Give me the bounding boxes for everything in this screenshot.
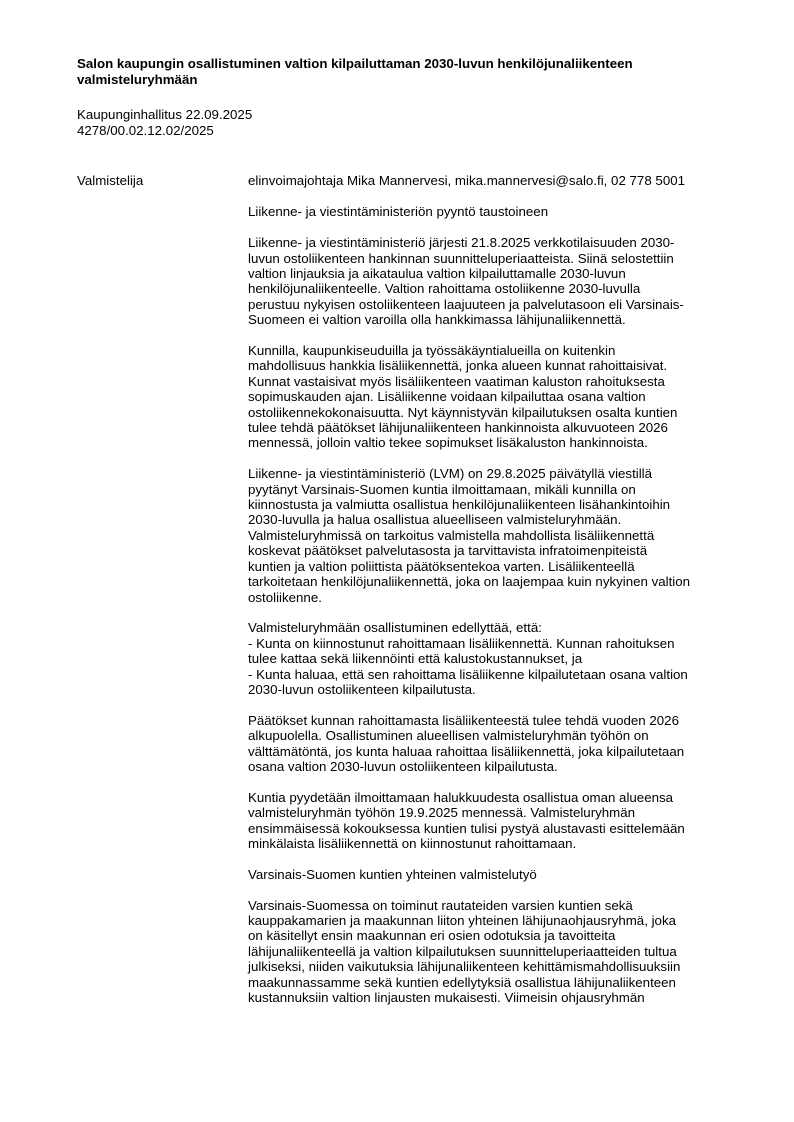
text-line: mahdollisuus hankkia lisäliikennettä, jonka alueen kunnat rahoittaisivat. <box>248 358 668 374</box>
text-line: osana valtion 2030-luvun ostoliikenteen kilpailutusta. <box>248 758 558 774</box>
text-line: 2030-luvun ostoliikenteen kilpailutusta. <box>248 681 476 697</box>
text-line: 2030-luvulla ja halua osallistua alueelliseen valmisteluryhmään. <box>248 512 622 528</box>
text-line: lähijunaliikenteellä ja valtion kilpailutuksen suunnitteluperiaatteiden tultua <box>248 943 677 959</box>
text-line: perustuu nykyisen ostoliikenteen laajuuteen ja palvelutasoon eli Varsinais- <box>248 296 684 312</box>
text-line: kuntien ja valtion poliittista päätöksentekoa varten. Lisäliikenteellä <box>248 558 635 574</box>
record-number: 4278/00.02.12.02/2025 <box>77 123 214 138</box>
text-line: kauppakamarien ja maakunnan liiton yhteinen lähijunaohjausryhmä, joka <box>248 912 676 928</box>
body-paragraph <box>248 620 740 697</box>
text-line: valtion linjauksia ja aikataulua valtion kilpailuttamalle 2030-luvun <box>248 266 626 282</box>
body-paragraph <box>248 343 740 451</box>
text-line: Kuntia pyydetään ilmoittamaan halukkuudesta osallistua oman alueensa <box>248 789 674 805</box>
body-paragraph <box>248 235 740 327</box>
document-body <box>248 173 740 1021</box>
text-line: välttämätöntä, jos kunta haluaa rahoittaa lisäliikennettä, joka kilpailutetaan <box>248 743 685 759</box>
text-line: ensimmäisessä kokouksessa kuntien tulisi pystyä alustavasti esittelemään <box>248 820 685 836</box>
text-line: Varsinais-Suomessa on toiminut rautateiden varsien kuntien sekä <box>248 897 633 913</box>
text-line: kiinnostusta ja valmiutta osallistua henkilöjunaliikenteen lisähankintoihin <box>248 497 671 513</box>
section-heading: Varsinais-Suomen kuntien yhteinen valmistelutyö <box>248 866 537 882</box>
text-line: tarkoitetaan henkilöjunaliikennettä, joka on laajempaa kuin nykyinen valtion <box>248 574 691 590</box>
text-line: ostoliikennekokonaisuutta. Nyt käynnistyvän kilpailutuksen osalta kuntien <box>248 404 678 420</box>
text-line: valmisteluryhmän työhön 19.9.2025 mennessä. Valmisteluryhmän <box>248 805 636 821</box>
text-line: pyytänyt Varsinais-Suomen kuntia ilmoittamaan, mikäli kunnilla on <box>248 481 636 497</box>
text-line: on käsitellyt ensin maakunnan eri osien odotuksia ja tavoitteita <box>248 928 616 944</box>
body-paragraph <box>248 713 740 775</box>
text-line: Suomeen ei valtion varoilla olla hankkimassa lähijunaliikennettä. <box>248 312 626 328</box>
text-line: minkälaista lisäliikennettä on kiinnostunut rahoittamaan. <box>248 835 577 851</box>
text-line: mennessä, jolloin valtio tekee sopimukset lisäkaluston hankinnoista. <box>248 435 648 451</box>
text-line: sopimuskauden ajan. Lisäliikenne voidaan kilpailuttaa osana valtion <box>248 389 646 405</box>
text-line: tulee kattaa sekä liikennöinti että kalustokustannukset, ja <box>248 651 583 667</box>
text-line: - Kunta on kiinnostunut rahoittamaan lisäliikennettä. Kunnan rahoituksen <box>248 635 675 651</box>
document-meta <box>77 107 477 139</box>
preparer-value: elinvoimajohtaja Mika Mannervesi, mika.mannervesi@salo.fi, 02 778 5001 <box>248 173 685 188</box>
text-line: Kunnilla, kaupunkiseuduilla ja työssäkäyntialueilla on kuitenkin <box>248 343 616 359</box>
body-paragraph <box>248 898 740 1006</box>
text-line: koskevat päätökset palvelutasosta ja tarvittavista infratoimenpiteistä <box>248 543 648 559</box>
document-title: Salon kaupungin osallistuminen valtion kilpailuttaman 2030-luvun henkilöjunaliikenteen valmisteluryhmään <box>77 56 633 87</box>
text-line: Valmisteluryhmään osallistuminen edellyttää, että: <box>248 620 542 636</box>
text-line: tulee tehdä päätökset lähijunaliikenteen hankinnoista alkuvuoteen 2026 <box>248 420 668 436</box>
text-line: maakunnassamme sekä kuntien edellytyksiä osallistua lähijunaliikenteen <box>248 974 676 990</box>
preparer-label: Valmistelija <box>77 173 144 188</box>
text-line: Valmisteluryhmissä on tarkoitus valmistella mahdollista lisäliikennettä <box>248 527 655 543</box>
text-line: ostoliikenne. <box>248 589 322 605</box>
body-paragraph <box>248 466 740 605</box>
text-line: Liikenne- ja viestintäministeriö (LVM) on 29.8.2025 päivätyllä viestillä <box>248 466 653 482</box>
text-line: - Kunta haluaa, että sen rahoittama lisäliikenne kilpailutetaan osana valtion <box>248 666 688 682</box>
text-line: Liikenne- ja viestintäministeriö järjesti 21.8.2025 verkkotilaisuuden 2030- <box>248 235 675 251</box>
section-heading: Liikenne- ja viestintäministeriön pyyntö taustoineen <box>248 204 549 220</box>
text-line: alkupuolella. Osallistuminen alueellisen valmisteluryhmän työhön on <box>248 728 649 744</box>
text-line: henkilöjunaliikenteelle. Valtion rahoittama ostoliikenne 2030-luvulla <box>248 281 641 297</box>
text-line: Päätökset kunnan rahoittamasta lisäliikenteestä tulee tehdä vuoden 2026 <box>248 712 679 728</box>
text-line: kustannuksiin valtion linjausten mukaisesti. Viimeisin ohjausryhmän <box>248 990 645 1005</box>
meeting-line: Kaupunginhallitus 22.09.2025 <box>77 107 253 122</box>
text-line: Kunnat vastaisivat myös lisäliikenteen vaatiman kaluston rahoituksesta <box>248 373 665 389</box>
text-line: julkiseksi, niiden vaikutuksia lähijunaliikenteen kehittämismahdollisuuksiin <box>248 959 681 975</box>
text-line: luvun ostoliikenteen hankinnan suunnitteluperiaatteista. Siinä selostettiin <box>248 250 674 266</box>
body-paragraph <box>248 790 740 852</box>
